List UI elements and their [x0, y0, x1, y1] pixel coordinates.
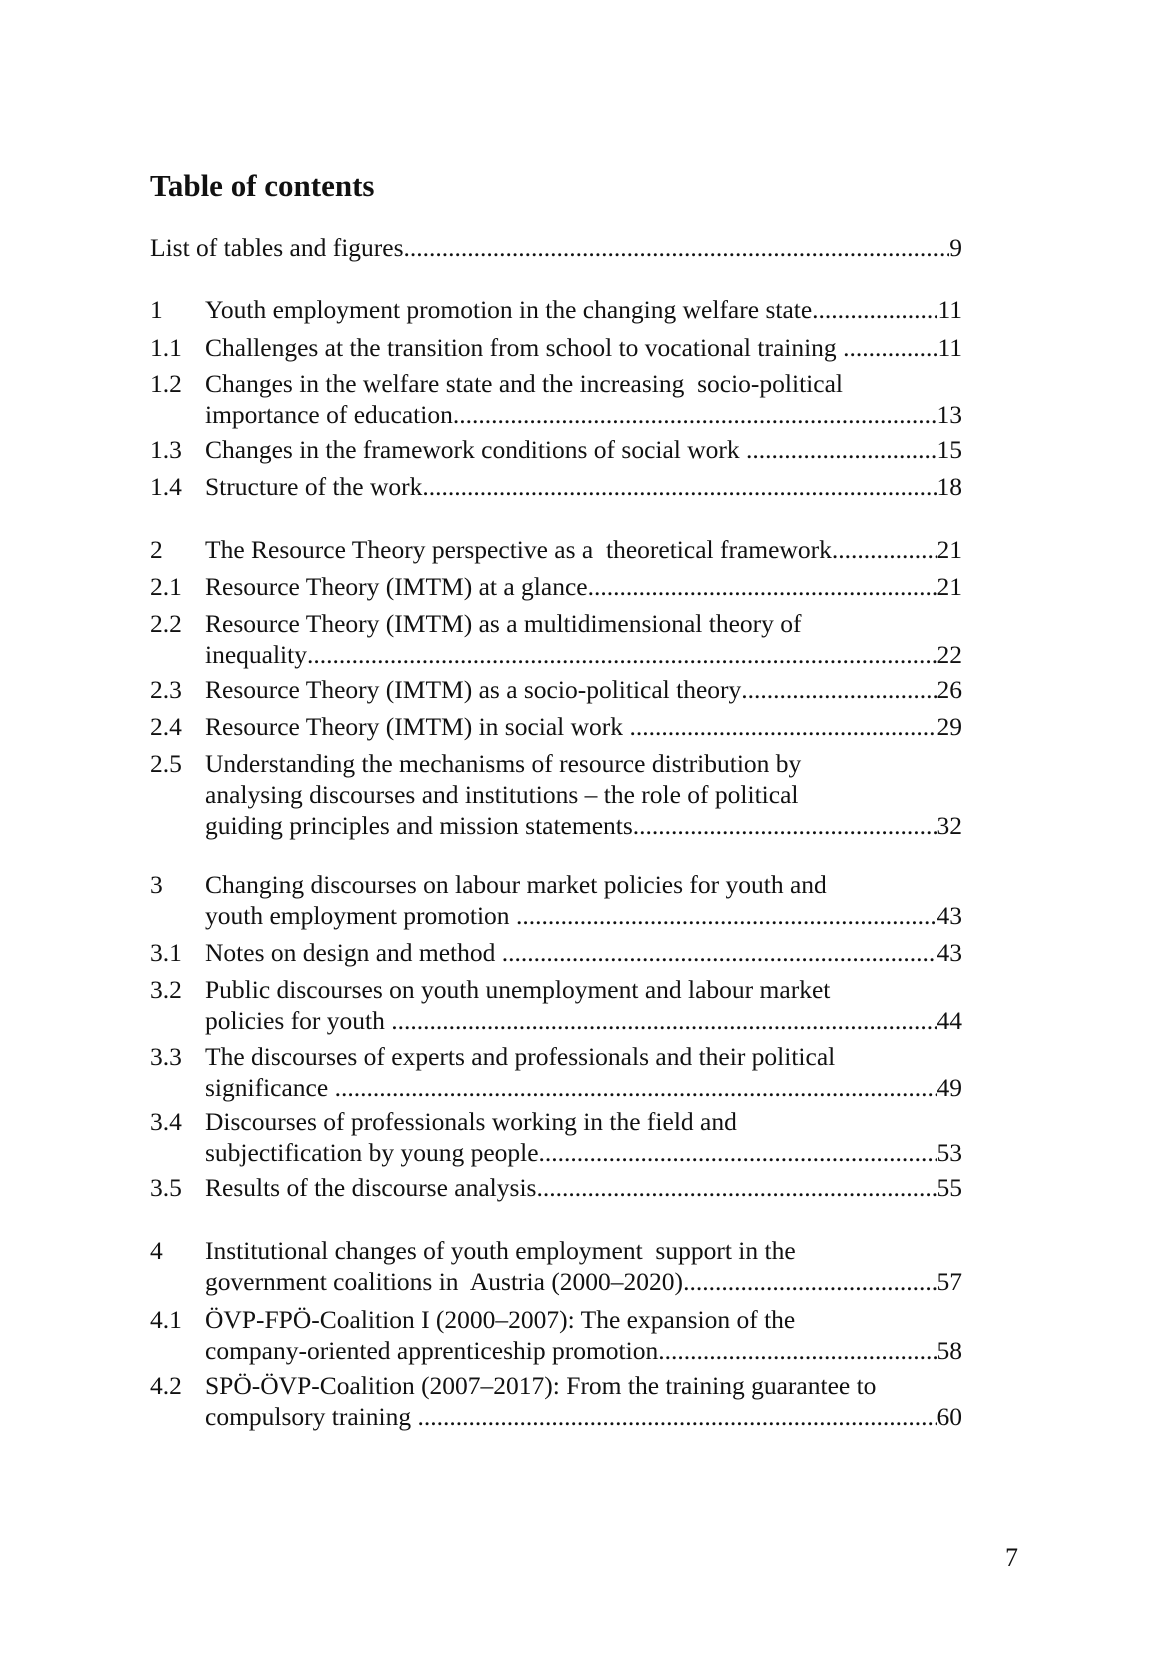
- toc-entry-label: significance: [205, 1073, 335, 1102]
- toc-entry[interactable]: [150, 711, 962, 742]
- dot-leader: [536, 1172, 936, 1203]
- toc-entry[interactable]: [150, 674, 962, 705]
- toc-entry-text: [205, 1106, 962, 1168]
- toc-entry-line-last: [205, 711, 962, 742]
- toc-entry-page: 49: [936, 1073, 962, 1102]
- toc-entry-number: 3.4: [150, 1107, 182, 1136]
- dot-leader: [588, 571, 937, 602]
- toc-entry-label: Understanding the mechanisms of resource distribution by: [205, 749, 802, 778]
- toc-entry-label: The discourses of experts and professionals and their political: [205, 1042, 836, 1071]
- toc-entry-label: compulsory training: [205, 1402, 418, 1431]
- toc-entry-number: 2.1: [150, 572, 182, 601]
- toc-entry-page: 43: [936, 901, 962, 930]
- toc-entry-line-last: [205, 434, 962, 465]
- toc-entry[interactable]: [150, 332, 962, 363]
- toc-entry-text: [205, 1172, 962, 1203]
- toc-entry-number: 3.5: [150, 1173, 182, 1202]
- toc-entry-label: subjectification by young people: [205, 1138, 539, 1167]
- toc-entry[interactable]: [150, 534, 962, 565]
- toc-entry-number: 1: [150, 295, 163, 324]
- toc-entry-label: company-oriented apprenticeship promotion: [205, 1336, 659, 1365]
- toc-entry-number: 3: [150, 870, 163, 899]
- toc-entry-text: [205, 1235, 962, 1297]
- toc-entry-page: 43: [936, 938, 962, 967]
- toc-entry-page: 11: [937, 333, 962, 362]
- toc-entry-page: 53: [936, 1138, 962, 1167]
- toc-entry-line-last: [205, 810, 962, 841]
- toc-entry-line-last: [205, 1172, 962, 1203]
- toc-entry-line-last: [205, 674, 962, 705]
- dot-leader: [391, 1005, 936, 1036]
- dot-leader: [404, 232, 950, 263]
- toc-entry-text: [205, 434, 962, 465]
- toc-entry-page: 57: [936, 1267, 962, 1296]
- toc-entry-line-last: [205, 900, 962, 931]
- toc-entry-label: Public discourses on youth unemployment and labour market: [205, 975, 831, 1004]
- dot-leader: [307, 639, 937, 670]
- dot-leader: [335, 1072, 937, 1103]
- dot-leader: [502, 937, 937, 968]
- toc-entry-line: [205, 779, 962, 810]
- toc-entry-number: 1.2: [150, 369, 182, 398]
- page-title: Table of contents: [150, 168, 375, 203]
- toc-entry-line-last: [205, 294, 962, 325]
- toc-entry-page: 18: [936, 472, 962, 501]
- toc-entry-line-last: [205, 1401, 962, 1432]
- toc-entry-page: 9: [949, 233, 962, 262]
- toc-entry-label: List of tables and figures: [150, 233, 404, 262]
- dot-leader: [832, 534, 937, 565]
- toc-entry-text: [205, 674, 962, 705]
- toc-entry-number: 1.4: [150, 472, 182, 501]
- toc-entry-number: 2: [150, 535, 163, 564]
- toc-entry-line-last: [205, 1072, 962, 1103]
- toc-entry-label: policies for youth: [205, 1006, 392, 1035]
- toc-entry-label: analysing discourses and institutions – the role of political: [205, 780, 799, 809]
- toc-entry-line-last: [205, 471, 962, 502]
- toc-entry-line: [205, 869, 962, 900]
- toc-entry-line: [205, 608, 962, 639]
- toc-entry-number: 2.3: [150, 675, 182, 704]
- toc-entry-page: 60: [936, 1402, 962, 1431]
- toc-entry-page: 58: [936, 1336, 962, 1365]
- toc-entry-number: 4: [150, 1236, 163, 1265]
- dot-leader: [812, 294, 937, 325]
- toc-entry-line: [205, 368, 962, 399]
- toc-entry-label: Resource Theory (IMTM) as a multidimensional theory of: [205, 609, 802, 638]
- toc-entry-text: [205, 1041, 962, 1103]
- toc-entry[interactable]: [150, 434, 962, 465]
- dot-leader: [746, 434, 936, 465]
- toc-entry[interactable]: [150, 1370, 962, 1432]
- toc-entry-text: [205, 1304, 962, 1366]
- toc-entry-number: 1.3: [150, 435, 182, 464]
- toc-entry-text: [205, 711, 962, 742]
- toc-entry-label: Discourses of professionals working in the field and: [205, 1107, 737, 1136]
- toc-entry-number: 4.1: [150, 1305, 182, 1334]
- toc-entry-line: [205, 1041, 962, 1072]
- toc-entry-label: government coalitions in Austria (2000–2020): [205, 1267, 684, 1296]
- toc-entry-page: 44: [936, 1006, 962, 1035]
- toc-entry-page: 32: [936, 811, 962, 840]
- toc-entry-label: youth employment promotion: [205, 901, 516, 930]
- dot-leader: [843, 332, 937, 363]
- toc-entry-label: Changing discourses on labour market policies for youth and: [205, 870, 827, 899]
- toc-entry-line-last: [205, 1137, 962, 1168]
- toc-entry-label: Notes on design and method: [205, 938, 502, 967]
- toc-entry-line: [205, 748, 962, 779]
- toc-entry[interactable]: [150, 1041, 962, 1103]
- dot-leader: [741, 674, 936, 705]
- toc-entry-line-last: [205, 332, 962, 363]
- toc-entry-number: 2.2: [150, 609, 182, 638]
- toc-entry-label: Structure of the work: [205, 472, 423, 501]
- toc-entry-label: Resource Theory (IMTM) as a socio-political theory: [205, 675, 742, 704]
- toc-entry-label: Resource Theory (IMTM) in social work: [205, 712, 630, 741]
- toc-entry-line-last: [205, 937, 962, 968]
- toc-entry-line: [205, 1304, 962, 1335]
- toc-entry[interactable]: [150, 1106, 962, 1168]
- toc-entry[interactable]: [150, 368, 962, 430]
- toc-entry-text: [205, 294, 962, 325]
- toc-entry-label: Youth employment promotion in the changing welfare state: [205, 295, 813, 324]
- toc-entry-label: SPÖ-ÖVP-Coalition (2007–2017): From the training guarantee to: [205, 1371, 877, 1400]
- toc-entry-label: inequality: [205, 640, 307, 669]
- toc-entry-line-last: [205, 399, 962, 430]
- toc-entry-page: 21: [936, 572, 962, 601]
- toc-entry-text: [150, 232, 962, 263]
- toc-entry[interactable]: [150, 869, 962, 931]
- toc-entry[interactable]: [150, 294, 962, 325]
- toc-entry-page: 29: [936, 712, 962, 741]
- page-number: 7: [1005, 1543, 1018, 1572]
- dot-leader: [453, 399, 937, 430]
- dot-leader: [539, 1137, 937, 1168]
- toc-entry-label: Institutional changes of youth employment support in the: [205, 1236, 796, 1265]
- toc-entry-page: 15: [936, 435, 962, 464]
- toc-entry[interactable]: [150, 571, 962, 602]
- toc-entry-label: Changes in the framework conditions of social work: [205, 435, 747, 464]
- toc-entry-line-last: [205, 1266, 962, 1297]
- toc-entry-text: [205, 869, 962, 931]
- toc-entry-page: 21: [936, 535, 962, 564]
- toc-entry-line-last: [150, 232, 962, 263]
- toc-entry-text: [205, 1370, 962, 1432]
- toc-entry-text: [205, 471, 962, 502]
- toc-entry-label: Resource Theory (IMTM) at a glance: [205, 572, 588, 601]
- toc-entry-line: [205, 1235, 962, 1266]
- dot-leader: [417, 1401, 936, 1432]
- toc-entry-number: 1.1: [150, 333, 182, 362]
- dot-leader: [633, 810, 937, 841]
- toc-entry-text: [205, 748, 962, 841]
- toc-entry-text: [205, 937, 962, 968]
- dot-leader: [422, 471, 936, 502]
- toc-entry-page: 22: [936, 640, 962, 669]
- toc-entry-text: [205, 368, 962, 430]
- toc-entry-line-last: [205, 534, 962, 565]
- toc-entry-text: [205, 571, 962, 602]
- toc-entry-label: Challenges at the transition from school to vocational training: [205, 333, 844, 362]
- toc-entry-label: importance of education: [205, 400, 453, 429]
- toc-entry-text: [205, 534, 962, 565]
- dot-leader: [658, 1335, 936, 1366]
- toc-entry-line-last: [205, 1335, 962, 1366]
- toc-entry-number: 3.2: [150, 975, 182, 1004]
- toc-entry-text: [205, 974, 962, 1036]
- toc-entry-number: 2.5: [150, 749, 182, 778]
- toc-entry-label: Changes in the welfare state and the increasing socio-political: [205, 369, 843, 398]
- toc-entry-number: 3.1: [150, 938, 182, 967]
- toc-entry[interactable]: [150, 974, 962, 1036]
- toc-entry-line: [205, 974, 962, 1005]
- toc-entry-page: 26: [936, 675, 962, 704]
- toc-entry-number: 4.2: [150, 1371, 182, 1400]
- toc-entry-text: [205, 608, 962, 670]
- toc-entry[interactable]: [150, 471, 962, 502]
- toc-entry[interactable]: [150, 1235, 962, 1297]
- toc-entry[interactable]: [150, 1304, 962, 1366]
- dot-leader: [683, 1266, 936, 1297]
- toc-entry-text: [205, 332, 962, 363]
- toc-entry[interactable]: [150, 1172, 962, 1203]
- toc-entry-label: guiding principles and mission statements: [205, 811, 633, 840]
- toc-entry-line-last: [205, 1005, 962, 1036]
- toc-entry-line: [205, 1370, 962, 1401]
- toc-entry-page: 55: [936, 1173, 962, 1202]
- toc-entry-label: ÖVP-FPÖ-Coalition I (2000–2007): The expansion of the: [205, 1305, 796, 1334]
- toc-entry[interactable]: [150, 937, 962, 968]
- toc-entry[interactable]: [150, 748, 962, 841]
- toc-entry[interactable]: [150, 608, 962, 670]
- toc-entry-page: 11: [937, 295, 962, 324]
- toc-entry-line-last: [205, 639, 962, 670]
- dot-leader: [629, 711, 936, 742]
- toc-entry-label: The Resource Theory perspective as a theoretical framework: [205, 535, 832, 564]
- toc-entry-number: 3.3: [150, 1042, 182, 1071]
- toc-entry[interactable]: [150, 232, 962, 263]
- toc-entry-line-last: [205, 571, 962, 602]
- toc-entry-page: 13: [936, 400, 962, 429]
- dot-leader: [516, 900, 937, 931]
- toc-entry-line: [205, 1106, 962, 1137]
- toc-entry-label: Results of the discourse analysis: [205, 1173, 537, 1202]
- toc-entry-number: 2.4: [150, 712, 182, 741]
